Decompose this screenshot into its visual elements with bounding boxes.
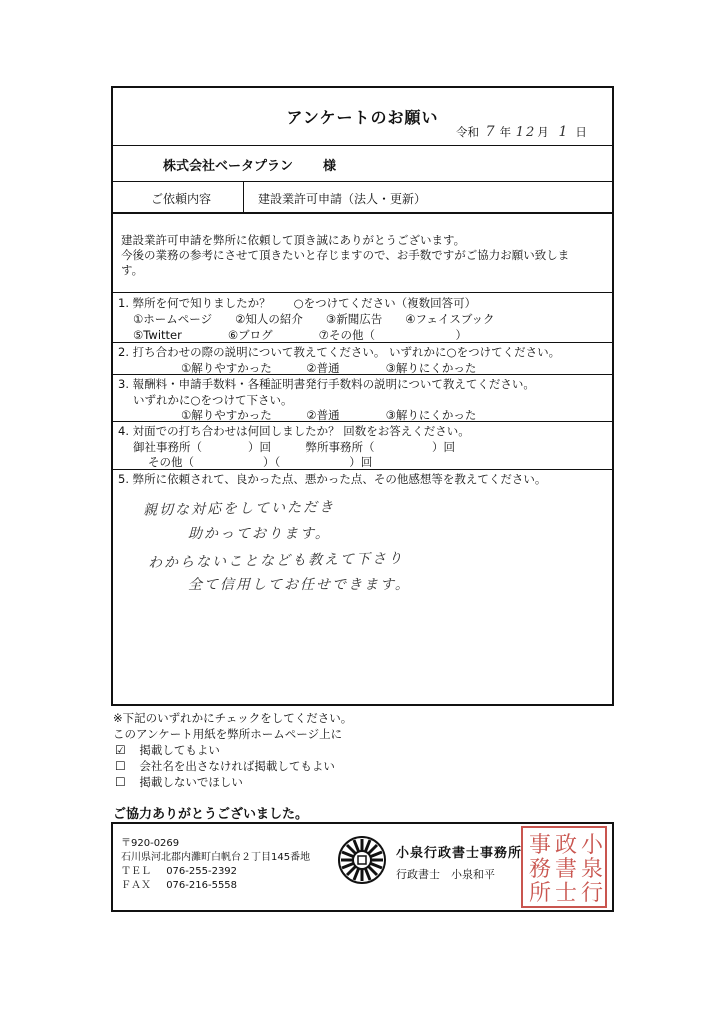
publish-option-3-label: 掲載しないでほしい [139,775,243,789]
publish-option-1-label: 掲載してもよい [139,743,220,757]
questionnaire-form [111,86,614,706]
request-label: ご依頼内容 [151,192,212,206]
publish-note: ※下記のいずれかにチェックをしてください。 [113,711,353,725]
q4-question: 4. 対面での打ち合わせは何回しましたか？ 回数をお答えください。 [118,424,470,438]
office-tel [121,862,237,877]
office-fax [121,876,237,891]
publish-option-3[interactable] [115,775,243,789]
date-day: 1 [558,124,570,140]
client-name: 株式会社ベータプラン [163,159,294,174]
client-honorific: 様 [323,159,337,174]
publish-option-2-label: 会社名を出さなければ掲載してもよい [139,759,335,773]
q3-question: 3. 報酬料・申請手数料・各種証明書発行手数料の説明について教えてください。 [118,377,535,391]
divider [243,181,244,212]
office-emblem-icon [337,835,387,889]
q5-answer-line-4: 全て信用してお任せできます。 [188,577,411,593]
q1-options-row2: ⑤Twitter ⑥ブログ ⑦その他（ ） [133,328,467,342]
q1-question: 1. 弊所を何で知りましたか？ ○をつけてください（複数回答可） [118,296,477,310]
intro-line-3: す。 [121,263,144,277]
date-month: 12 [515,125,537,140]
tel-number: 076-255-2392 [166,866,238,877]
date-year-unit: 年 [499,125,512,139]
divider [113,469,612,470]
publish-question: このアンケート用紙を弊所ホームページ上に [113,727,343,741]
office-seal-stamp: 小 泉 行 政 書 士 事 務 所 [521,826,607,908]
divider [113,421,612,422]
office-address: 石川県河北郡内灘町白帆台２丁目145番地 [121,852,311,863]
date-month-unit: 月 [537,125,549,139]
office-postal: 〒920-0269 [121,838,180,849]
divider [113,342,612,343]
thanks-message: ご協力ありがとうございました。 [113,807,309,822]
publish-option-1[interactable] [115,743,220,757]
q2-options: ①解りやすかった ②普通 ③解りにくかった [181,361,477,375]
q1-options-row1: ①ホームページ ②知人の紹介 ③新聞広告 ④フェイスブック [133,312,495,326]
divider [113,292,612,293]
q5-answer-line-3: わからないことなども教えて下さり [147,550,405,572]
fax-label: ＦＡＸ [121,880,151,891]
form-title: アンケートのお願い [286,108,439,127]
date-year: 7 [485,124,497,140]
date-era: 令和 [456,125,479,139]
date [456,125,587,140]
q3-question-2: いずれかに○をつけて下さい。 [133,393,293,407]
tel-label: ＴＥＬ [121,866,151,877]
checkbox-icon[interactable]: ☐ [115,759,126,773]
divider [113,212,612,214]
request-value: 建設業許可申請（法人・更新） [258,192,427,206]
checkbox-checked-icon[interactable]: ☑ [115,743,126,757]
intro-line-2: 今後の業務の参考にさせて頂きたいと存じますので、お手数ですがご協力お願い致しま [121,248,570,262]
fax-number: 076-216-5558 [166,880,238,891]
divider [113,145,612,146]
q5-answer-line-2: 助かっております。 [188,526,331,542]
divider [113,181,612,182]
q5-question: 5. 弊所に依頼されて、良かった点、悪かった点、その他感想等を教えてください。 [118,472,547,486]
q2-question: 2. 打ち合わせの際の説明について教えてください。 いずれかに○をつけてください。 [118,345,561,359]
q4-row2: その他（ ）（ ）回 [148,455,373,469]
office-name: 小泉行政書士事務所 [396,846,523,861]
q5-answer-line-1: 親切な対応をしていただき [142,499,336,519]
divider [113,374,612,375]
q3-options: ①解りやすかった ②普通 ③解りにくかった [181,408,477,422]
checkbox-icon[interactable]: ☐ [115,775,126,789]
q4-row1: 御社事務所（ ）回 弊所事務所（ ）回 [133,440,455,454]
intro-line-1: 建設業許可申請を弊所に依頼して頂き誠にありがとうございます。 [121,233,466,247]
date-day-unit: 日 [575,125,587,139]
office-person: 行政書士 小泉和平 [396,868,495,881]
publish-option-2[interactable] [115,759,335,773]
